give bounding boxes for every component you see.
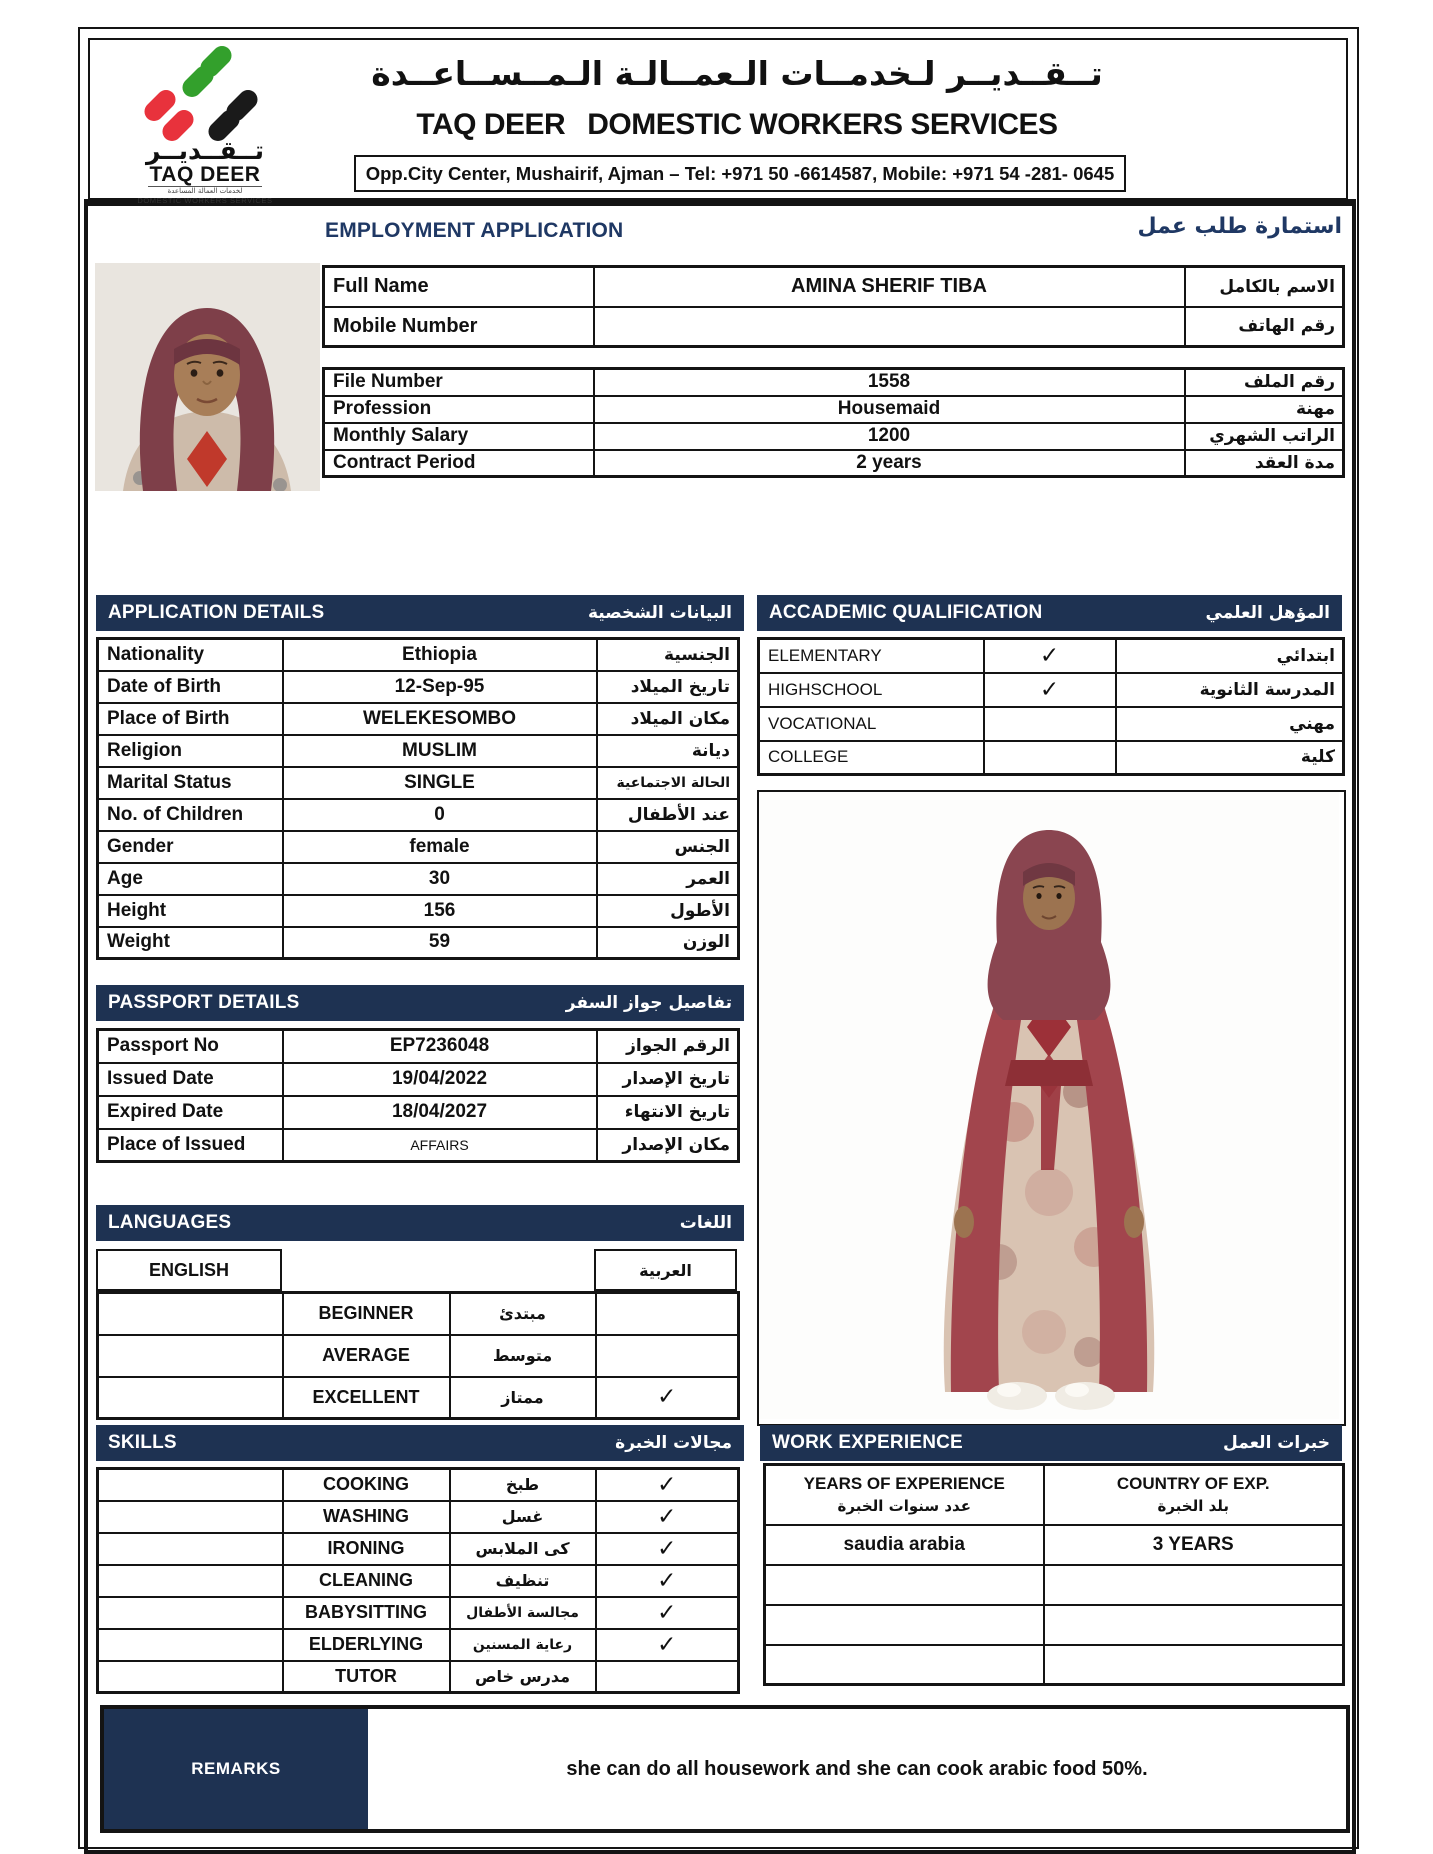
row-label-arabic: مدة العقد — [1185, 450, 1344, 477]
row-label-arabic: الجنس — [597, 831, 739, 863]
language-english-header: ENGLISH — [96, 1249, 282, 1291]
row-label-arabic: كلية — [1116, 741, 1344, 775]
skill-label-arabic: غسل — [450, 1501, 596, 1533]
row-label: Expired Date — [98, 1096, 283, 1129]
row-label: Full Name — [324, 267, 594, 307]
section-title: ACCADEMIC QUALIFICATION — [769, 602, 1043, 623]
check-mark-icon: ✓ — [984, 673, 1116, 707]
logo-english-name: TAQ DEER — [149, 163, 261, 186]
table-row — [324, 369, 1344, 396]
section-languages — [96, 1205, 744, 1241]
table-row — [324, 423, 1344, 450]
logo-english-subtitle: DOMESTIC WORKERS SERVICES — [137, 196, 273, 205]
remarks-text: she can do all housework and she can cook arabic food 50%. — [566, 1757, 1148, 1780]
contract-period-value: 2 years — [594, 450, 1185, 477]
row-label-arabic: عند الأطفال — [597, 799, 739, 831]
empty-cell — [98, 1469, 283, 1501]
table-row — [765, 1645, 1344, 1685]
empty-cell — [98, 1629, 283, 1661]
row-label: Height — [98, 895, 283, 927]
children-value: 0 — [283, 799, 597, 831]
row-label: COLLEGE — [759, 741, 984, 775]
row-label-arabic: تاريخ الميلاد — [597, 671, 739, 703]
country-value — [1044, 1605, 1344, 1645]
row-label: Issued Date — [98, 1063, 283, 1096]
table-row — [324, 307, 1344, 347]
logo-arabic-subtitle: لخدمات العمالة المساعدة — [167, 187, 243, 195]
skill-label: WASHING — [283, 1501, 450, 1533]
row-label: Gender — [98, 831, 283, 863]
name-table — [322, 265, 1345, 348]
check-mark-icon: ✓ — [596, 1597, 739, 1629]
section-title: WORK EXPERIENCE — [772, 1432, 963, 1453]
check-mark-icon: ✓ — [596, 1565, 739, 1597]
skill-label: CLEANING — [283, 1565, 450, 1597]
dob-value: 12-Sep-95 — [283, 671, 597, 703]
row-label: Age — [98, 863, 283, 895]
skill-label: ELDERLYING — [283, 1629, 450, 1661]
header — [88, 38, 1348, 205]
level-label-arabic: متوسط — [450, 1335, 596, 1377]
row-label: VOCATIONAL — [759, 707, 984, 741]
row-label-arabic: الاسم بالكامل — [1185, 267, 1344, 307]
remarks-label: REMARKS — [104, 1709, 368, 1829]
check-mark-icon: ✓ — [596, 1629, 739, 1661]
table-row — [765, 1565, 1344, 1605]
section-title: APPLICATION DETAILS — [108, 602, 325, 623]
logo-arabic-name: تــقــديــر — [145, 136, 265, 165]
section-title-arabic: خبرات العمل — [1223, 1433, 1330, 1453]
section-title-arabic: البيانات الشخصية — [587, 603, 732, 623]
section-title-arabic: اللغات — [679, 1213, 732, 1233]
passport-table — [96, 1028, 740, 1163]
empty-cell — [98, 1335, 283, 1377]
section-skills — [96, 1425, 744, 1461]
level-label-arabic: مبتدئ — [450, 1293, 596, 1335]
table-row — [324, 450, 1344, 477]
row-label: File Number — [324, 369, 594, 396]
row-label-arabic: الأطول — [597, 895, 739, 927]
experience-value — [765, 1605, 1044, 1645]
check-mark-icon — [596, 1335, 739, 1377]
table-row — [324, 396, 1344, 423]
row-label-arabic: مهنة — [1185, 396, 1344, 423]
level-label: AVERAGE — [283, 1335, 450, 1377]
remarks-section — [100, 1705, 1350, 1833]
check-mark-icon: ✓ — [596, 1469, 739, 1501]
row-label-arabic: الجنسية — [597, 639, 739, 671]
row-label: Monthly Salary — [324, 423, 594, 450]
check-mark-icon — [984, 741, 1116, 775]
row-label: Profession — [324, 396, 594, 423]
table-header-row — [765, 1465, 1344, 1525]
row-label: Date of Birth — [98, 671, 283, 703]
section-title: SKILLS — [108, 1432, 177, 1453]
gender-value: female — [283, 831, 597, 863]
skill-label-arabic: مدرس خاص — [450, 1661, 596, 1693]
skill-label-arabic: رعاية المسنين — [450, 1629, 596, 1661]
row-label-arabic: الراتب الشهري — [1185, 423, 1344, 450]
profession-value: Housemaid — [594, 396, 1185, 423]
full-name-value: AMINA SHERIF TIBA — [594, 267, 1185, 307]
application-details-table — [96, 637, 740, 960]
section-title-arabic: المؤهل العلمي — [1205, 603, 1330, 623]
birthplace-value: WELEKESOMBO — [283, 703, 597, 735]
row-label: Weight — [98, 927, 283, 959]
section-title: LANGUAGES — [108, 1212, 232, 1233]
country-value: 3 YEARS — [1044, 1525, 1344, 1565]
skill-label: IRONING — [283, 1533, 450, 1565]
check-mark-icon: ✓ — [596, 1377, 739, 1419]
company-services: DOMESTIC WORKERS SERVICES — [587, 108, 1058, 141]
section-academic-qualification — [757, 595, 1342, 631]
salary-value: 1200 — [594, 423, 1185, 450]
company-name-english — [352, 108, 1122, 142]
row-label: No. of Children — [98, 799, 283, 831]
row-label-arabic: تاريخ الانتهاء — [597, 1096, 739, 1129]
empty-cell — [98, 1565, 283, 1597]
country-value — [1044, 1565, 1344, 1605]
religion-value: MUSLIM — [283, 735, 597, 767]
check-mark-icon: ✓ — [984, 639, 1116, 673]
section-title-arabic: تفاصيل جواز السفر — [565, 993, 732, 1013]
skill-label-arabic: طبخ — [450, 1469, 596, 1501]
check-mark-icon — [984, 707, 1116, 741]
row-label: Contract Period — [324, 450, 594, 477]
years-of-experience-header: YEARS OF EXPERIENCE عدد سنوات الخبرة — [765, 1465, 1044, 1525]
experience-value: saudia arabia — [765, 1525, 1044, 1565]
row-label-arabic: الحالة الاجتماعية — [597, 767, 739, 799]
issued-date-value: 19/04/2022 — [283, 1063, 597, 1096]
row-label-arabic: رقم الملف — [1185, 369, 1344, 396]
country-value — [1044, 1645, 1344, 1685]
row-label-arabic: تاريخ الإصدار — [597, 1063, 739, 1096]
applicant-portrait-photo — [95, 263, 320, 491]
empty-cell — [98, 1501, 283, 1533]
weight-value: 59 — [283, 927, 597, 959]
level-label: EXCELLENT — [283, 1377, 450, 1419]
applicant-full-body-photo — [757, 790, 1346, 1426]
row-label: HIGHSCHOOL — [759, 673, 984, 707]
row-label-arabic: رقم الهاتف — [1185, 307, 1344, 347]
company-brand: TAQ DEER — [416, 108, 566, 141]
table-row — [765, 1525, 1344, 1565]
expired-date-value: 18/04/2027 — [283, 1096, 597, 1129]
row-label-arabic: مكان الميلاد — [597, 703, 739, 735]
company-logo — [120, 52, 290, 205]
level-label: BEGINNER — [283, 1293, 450, 1335]
level-label-arabic: ممتاز — [450, 1377, 596, 1419]
row-label: Mobile Number — [324, 307, 594, 347]
table-row — [324, 267, 1344, 307]
age-value: 30 — [283, 863, 597, 895]
nationality-value: Ethiopia — [283, 639, 597, 671]
company-name-arabic: تــقــديــر لـخدمــات الـعمــالـة الـمــســاعــدة — [371, 54, 1103, 93]
height-value: 156 — [283, 895, 597, 927]
language-arabic-header: العربية — [594, 1249, 737, 1291]
country-of-exp-header: COUNTRY OF EXP. بلد الخبرة — [1044, 1465, 1344, 1525]
row-label-arabic: المدرسة الثانوية — [1116, 673, 1344, 707]
row-label: Marital Status — [98, 767, 283, 799]
row-label: Place of Birth — [98, 703, 283, 735]
row-label-arabic: الرقم الجواز — [597, 1030, 739, 1063]
empty-cell — [98, 1533, 283, 1565]
languages-table — [96, 1291, 740, 1420]
section-passport-details — [96, 985, 744, 1021]
mobile-number-value — [594, 307, 1185, 347]
passport-number-value: EP7236048 — [283, 1030, 597, 1063]
empty-cell — [98, 1293, 283, 1335]
skills-table — [96, 1467, 740, 1694]
section-application-details — [96, 595, 744, 631]
row-label: Nationality — [98, 639, 283, 671]
marital-status-value: SINGLE — [283, 767, 597, 799]
experience-value — [765, 1645, 1044, 1685]
section-work-experience — [760, 1425, 1342, 1461]
empty-cell — [98, 1661, 283, 1693]
check-mark-icon — [596, 1661, 739, 1693]
row-label: ELEMENTARY — [759, 639, 984, 673]
row-label: Religion — [98, 735, 283, 767]
file-info-table — [322, 367, 1345, 478]
row-label-arabic: مكان الإصدار — [597, 1129, 739, 1162]
check-mark-icon: ✓ — [596, 1501, 739, 1533]
skill-label: TUTOR — [283, 1661, 450, 1693]
page-title-arabic: استمارة طلب عمل — [1137, 214, 1342, 239]
row-label: Passport No — [98, 1030, 283, 1063]
skill-label-arabic: مجالسة الأطفال — [450, 1597, 596, 1629]
skill-label: COOKING — [283, 1469, 450, 1501]
skill-label-arabic: تنظيف — [450, 1565, 596, 1597]
empty-cell — [98, 1597, 283, 1629]
row-label-arabic: ديانة — [597, 735, 739, 767]
skill-label: BABYSITTING — [283, 1597, 450, 1629]
file-number-value: 1558 — [594, 369, 1185, 396]
check-mark-icon: ✓ — [596, 1533, 739, 1565]
row-label-arabic: العمر — [597, 863, 739, 895]
logo-leaves-icon — [140, 52, 270, 138]
row-label: Place of Issued — [98, 1129, 283, 1162]
row-label-arabic: ابتدائي — [1116, 639, 1344, 673]
skill-label-arabic: كى الملابس — [450, 1533, 596, 1565]
issue-place-value: AFFAIRS — [283, 1129, 597, 1162]
empty-cell — [98, 1377, 283, 1419]
page-title-english: EMPLOYMENT APPLICATION — [325, 219, 624, 242]
row-label-arabic: مهني — [1116, 707, 1344, 741]
row-label-arabic: الوزن — [597, 927, 739, 959]
experience-value — [765, 1565, 1044, 1605]
check-mark-icon — [596, 1293, 739, 1335]
academic-table — [757, 637, 1345, 776]
section-title-arabic: مجالات الخبرة — [615, 1433, 732, 1453]
section-title: PASSPORT DETAILS — [108, 992, 300, 1013]
work-experience-table — [763, 1463, 1345, 1686]
table-row — [765, 1605, 1344, 1645]
address-bar: Opp.City Center, Mushairif, Ajman – Tel: +971 50 -6614587, Mobile: +971 54 -281- 0645 — [354, 155, 1126, 192]
